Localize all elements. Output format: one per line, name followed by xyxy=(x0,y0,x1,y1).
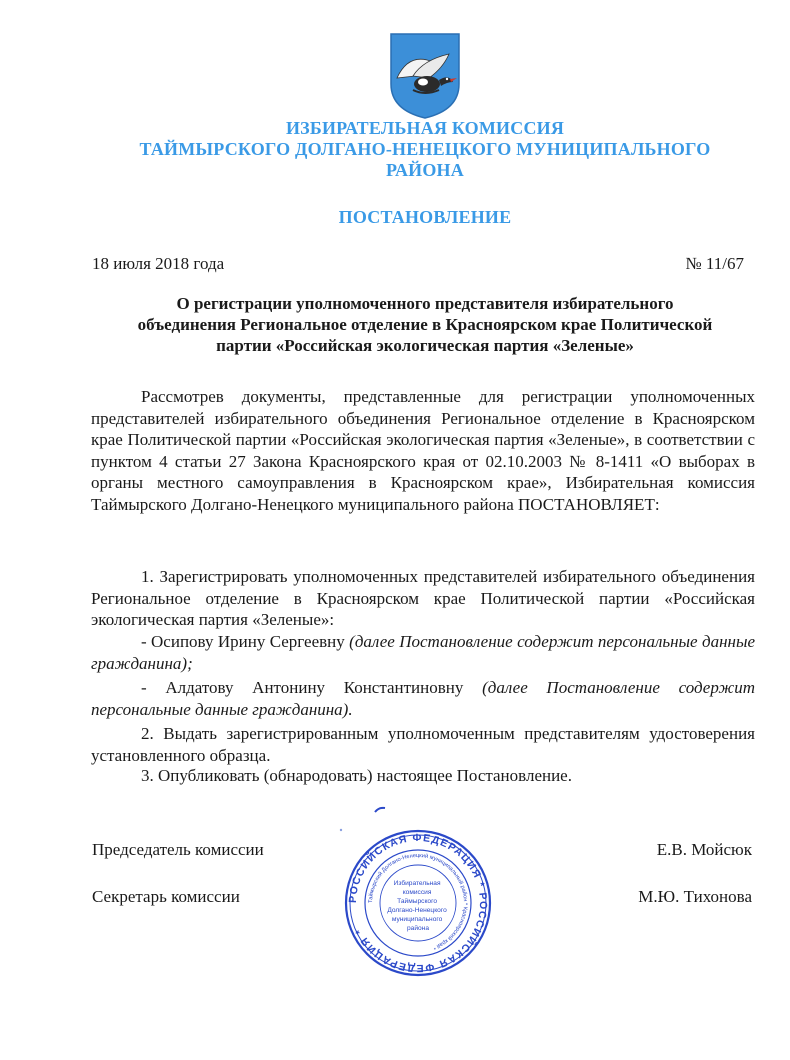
document-number: № 11/67 xyxy=(685,254,744,273)
signature-name: М.Ю. Тихонова xyxy=(638,887,752,906)
seal-center-line: Долгано-Ненецкого xyxy=(387,907,447,914)
document-title xyxy=(90,293,760,356)
seal-center-line: Таймырского xyxy=(397,898,438,905)
seal-inner-ring-text: Таймырский Долгано-Ненецкий муниципальный район * Красноярский край * xyxy=(367,852,469,951)
document-meta-row xyxy=(92,254,744,274)
document-date: 18 июля 2018 года xyxy=(92,254,225,273)
svg-text:Избирательная комиссия xyxy=(387,879,448,932)
representative-2-note: (далее Постановление содержит персональные данные гражданина). xyxy=(91,678,755,719)
signature-role: Председатель комиссии xyxy=(92,840,264,859)
document-title-line: объединения Региональное отделение в Красноярском крае Политической xyxy=(137,315,713,334)
item-2-text: 2. Выдать зарегистрированным уполномоченным представителям удостоверения установленного образца. xyxy=(91,724,755,765)
seal-center-line: района xyxy=(407,925,429,932)
item-3-text: 3. Опубликовать (обнародовать) настоящее Постановление. xyxy=(141,766,572,785)
item-1-paragraph xyxy=(91,566,755,631)
document-type-heading: ПОСТАНОВЛЕНИЕ xyxy=(338,207,512,227)
official-seal-stamp xyxy=(343,828,493,978)
organization-heading-line: ИЗБИРАТЕЛЬНАЯ КОМИССИЯ xyxy=(285,118,565,138)
representative-1-paragraph xyxy=(91,631,755,674)
representative-2-name: - Алдатову Антонину Константиновну xyxy=(141,678,464,697)
signature-role: Секретарь комиссии xyxy=(92,887,240,906)
signature-name: Е.В. Мойсюк xyxy=(656,840,752,859)
item-1-text: 1. Зарегистрировать уполномоченных представителей избирательного объединения Региональное отделение в Красноярском крае Политической партии «Российская экологическая партия «Зеленые»: xyxy=(91,567,755,629)
item-2-paragraph xyxy=(91,723,755,766)
seal-center-line: комиссия xyxy=(402,889,432,896)
organization-heading-line: РАЙОНА xyxy=(386,160,464,180)
seal-outer-text: РОССИЙСКАЯ ФЕДЕРАЦИЯ * РОССИЙСКАЯ ФЕДЕРАЦИЯ * xyxy=(346,831,490,975)
representative-2-paragraph xyxy=(91,677,755,720)
representative-1-note: (далее Постановление содержит персональные данные гражданина); xyxy=(91,632,756,673)
document-title-line: О регистрации уполномоченного представителя избирательного xyxy=(176,294,674,313)
organization-heading-line: ТАЙМЫРСКОГО ДОЛГАНО-НЕНЕЦКОГО МУНИЦИПАЛЬНОГО xyxy=(139,139,711,159)
intro-paragraph xyxy=(91,386,755,515)
seal-center-line: Избирательная xyxy=(393,880,441,887)
intro-text: Рассмотрев документы, представленные для регистрации уполномоченных представителей избирательного объединения Региональное отделение в Красноярском крае Политической партии «Российская экологическая партия «Зеленые», в соответствии с пунктом 4 статьи 27 Закона Красноярского края от 02.10.2003 № 8-1411 «О выборах в органы местного самоуправления в Красноярском крае», Избирательная комиссия Таймырского Долгано-Ненецкого муниципального района ПОСТАНОВЛЯЕТ: xyxy=(91,387,755,514)
document-title-line: партии «Российская экологическая партия «Зеленые» xyxy=(216,336,634,355)
seal-center-line: муниципального xyxy=(391,916,443,923)
item-3-paragraph xyxy=(91,765,755,787)
representative-1-name: - Осипову Ирину Сергеевну xyxy=(141,632,345,651)
organization-heading xyxy=(0,118,790,181)
coat-of-arms-emblem xyxy=(389,32,461,120)
ink-mark xyxy=(373,806,387,814)
